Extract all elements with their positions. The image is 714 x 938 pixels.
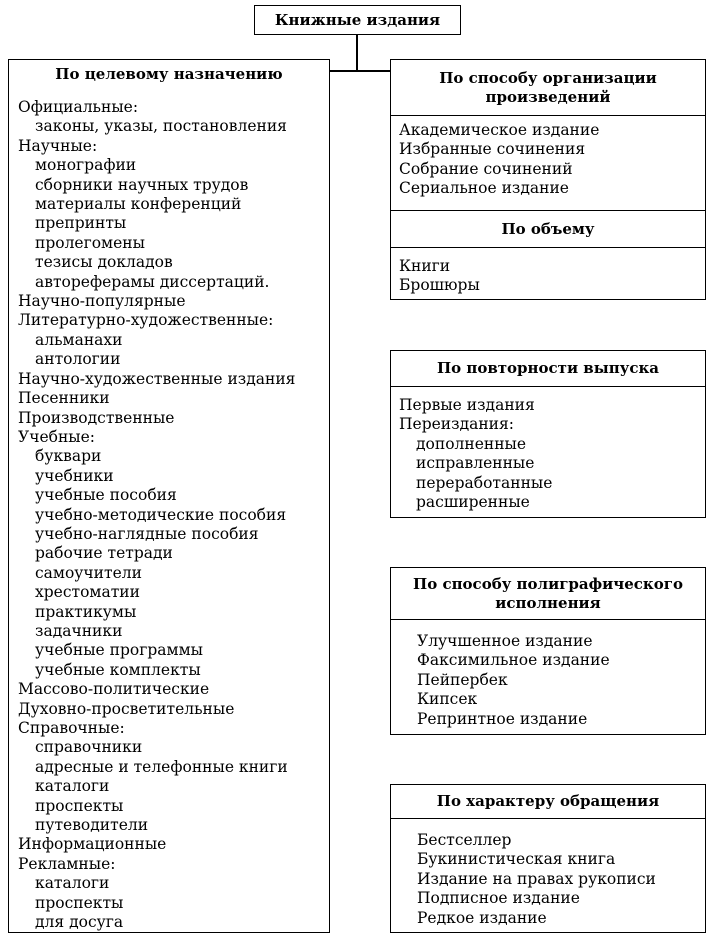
purpose-subitem: учебные комплекты xyxy=(35,660,201,679)
repeat-box xyxy=(390,350,706,518)
volume-item: Книги xyxy=(399,257,451,275)
purpose-subitem: учебники xyxy=(35,466,114,485)
purpose-category: Литературно-художественные: xyxy=(18,311,274,330)
printing-title-line1: По способу полиграфического xyxy=(413,574,683,593)
purpose-category: Информационные xyxy=(18,835,167,854)
organization-title-line1: По способу организации xyxy=(439,68,657,87)
purpose-subitem: буквари xyxy=(35,447,102,466)
repeat-subitem: исправленные xyxy=(416,454,535,473)
circulation-title: По характеру обращения xyxy=(436,792,660,810)
purpose-category: Производственные xyxy=(18,408,175,427)
purpose-subitem: путеводители xyxy=(35,816,149,835)
printing-item: Факсимильное издание xyxy=(417,651,610,670)
repeat-subitem: переработанные xyxy=(416,473,553,492)
purpose-subitem: каталоги xyxy=(35,874,110,893)
organization-header xyxy=(391,60,705,116)
organization-item: Собрание сочинений xyxy=(399,159,573,178)
volume-header xyxy=(391,210,705,248)
connector-horizontal xyxy=(329,70,391,72)
purpose-subitem: сборники научных трудов xyxy=(35,175,249,194)
circulation-item: Букинистическая книга xyxy=(417,850,616,869)
repeat-category: Первые издания xyxy=(399,396,535,414)
purpose-category: Справочные: xyxy=(18,719,125,737)
purpose-subitem: антологии xyxy=(35,350,121,369)
organization-item: Избранные сочинения xyxy=(399,140,586,159)
purpose-subitem: хрестоматии xyxy=(35,583,140,602)
printing-item: Репринтное издание xyxy=(417,709,588,728)
purpose-subitem: учебно-методические пособия xyxy=(35,505,287,524)
volume-title: По объему xyxy=(501,219,595,238)
purpose-box xyxy=(8,59,330,933)
printing-item: Улучшенное издание xyxy=(417,632,593,650)
purpose-category: Учебные: xyxy=(18,427,96,446)
purpose-title: По целевому назначению xyxy=(55,65,283,83)
purpose-subitem: учебные программы xyxy=(35,641,203,660)
purpose-category: Массово-политические xyxy=(18,680,210,699)
organization-box xyxy=(390,59,706,300)
purpose-subitem: задачники xyxy=(35,621,123,640)
printing-box xyxy=(390,567,706,735)
printing-item: Пейпербек xyxy=(417,670,508,689)
purpose-category: Научные: xyxy=(18,136,98,155)
repeat-subitem: дополненные xyxy=(416,434,527,453)
purpose-subitem: альманахи xyxy=(35,330,123,349)
purpose-subitem: проспекты xyxy=(35,796,124,815)
circulation-header xyxy=(391,785,705,819)
circulation-item: Редкое издание xyxy=(417,908,547,927)
purpose-subitem: самоучители xyxy=(35,563,142,582)
repeat-category: Переиздания: xyxy=(399,415,515,434)
purpose-category: Официальные: xyxy=(18,98,139,116)
purpose-subitem: законы, указы, постановления xyxy=(35,117,287,136)
root-box xyxy=(254,5,461,35)
circulation-list xyxy=(391,819,705,928)
purpose-subitem: проспекты xyxy=(35,893,124,912)
purpose-category: Научно-художественные издания xyxy=(18,369,296,388)
purpose-subitem: учебно-наглядные пособия xyxy=(35,524,259,543)
organization-list xyxy=(391,116,705,210)
repeat-header xyxy=(391,351,705,387)
purpose-subitem: учебные пособия xyxy=(35,486,177,505)
purpose-subitem: автореферамы диссертаций. xyxy=(35,272,270,291)
printing-header xyxy=(391,568,705,620)
purpose-category: Научно-популярные xyxy=(18,292,186,311)
purpose-subitem: материалы конференций xyxy=(35,195,242,214)
volume-list xyxy=(391,248,705,296)
organization-item: Академическое издание xyxy=(399,121,600,139)
purpose-category: Духовно-просветительные xyxy=(18,699,235,718)
printing-title-line2: исполнения xyxy=(495,593,601,612)
circulation-box xyxy=(390,784,706,933)
repeat-subitem: расширенные xyxy=(416,493,530,512)
purpose-subitem: практикумы xyxy=(35,602,137,621)
circulation-item: Бестселлер xyxy=(417,831,512,849)
purpose-subitem: для досуга xyxy=(35,913,124,932)
repeat-title: По повторности выпуска xyxy=(436,359,660,377)
purpose-subitem: справочники xyxy=(35,738,143,757)
circulation-item: Подписное издание xyxy=(417,889,580,908)
purpose-category: Рекламные: xyxy=(18,854,116,873)
printing-list xyxy=(391,620,705,729)
volume-item: Брошюры xyxy=(399,276,480,295)
purpose-subitem: препринты xyxy=(35,214,127,233)
connector-root-vertical xyxy=(356,34,358,70)
purpose-subitem: рабочие тетради xyxy=(35,544,173,563)
purpose-subitem: адресные и телефонные книги xyxy=(35,757,288,776)
organization-title-line2: произведений xyxy=(485,87,611,106)
purpose-subitem: каталоги xyxy=(35,777,110,796)
printing-item: Кипсек xyxy=(417,690,478,709)
purpose-list xyxy=(9,98,329,932)
organization-item: Сериальное издание xyxy=(399,179,569,198)
root-title: Книжные издания xyxy=(274,10,441,29)
circulation-item: Издание на правах рукописи xyxy=(417,869,656,888)
purpose-subitem: монографии xyxy=(35,156,137,175)
purpose-subitem: пролегомены xyxy=(35,233,145,252)
purpose-category: Песенники xyxy=(18,389,110,408)
purpose-subitem: тезисы докладов xyxy=(35,253,173,272)
repeat-list xyxy=(391,387,705,512)
